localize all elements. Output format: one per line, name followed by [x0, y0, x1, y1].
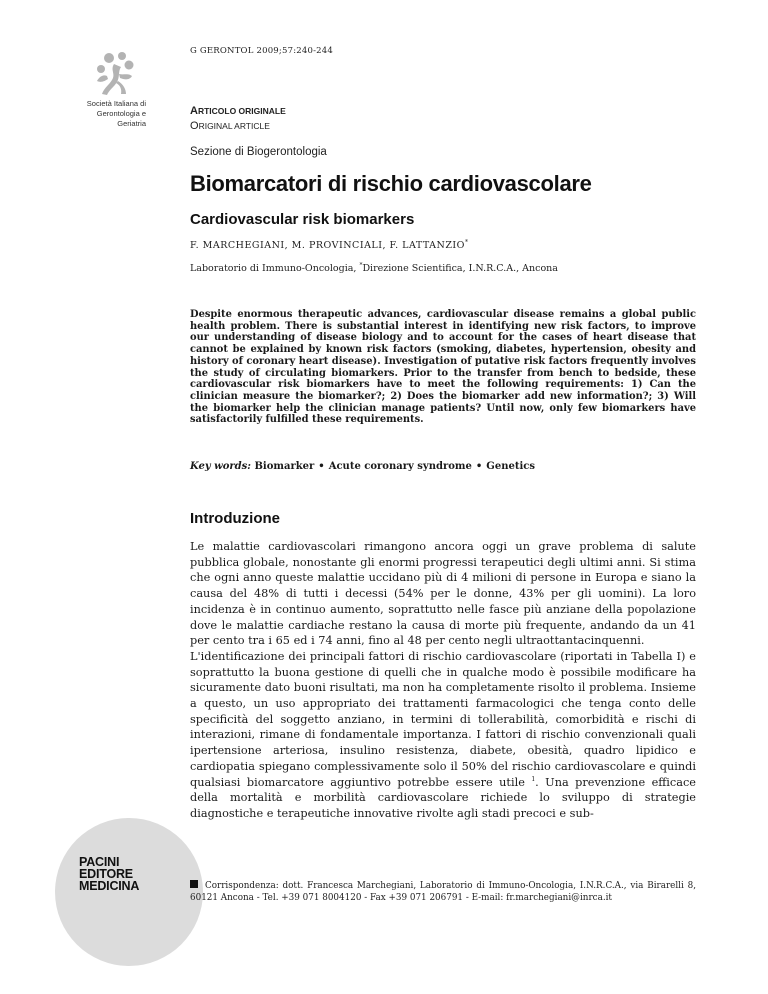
abstract: Despite enormous therapeutic advances, cardiovascular disease remains a global public health problem. There is substantial interest in identifying new risk factors, to improve our understanding of disease biology and to account for the cases of heart disease that cannot be explained by known risk factors (smoking, diabetes, hypertension, obesity and history of coronary heart disease). Investigation of putative risk factors frequently involves the study of circulating biomarkers. Prior to the transfer from bench to bedside, these cardiovascular risk biomarkers have to meet the following requirements: 1) Can the clinician measure the biomarker?; 2) Does the biomarker add new information?; 3) Will the biomarker help the clinician manage patients? Until now, only few biomarkers have satisfactorily fulfilled these requirements.: [190, 309, 696, 426]
article-type-italian: ARTICOLO ORIGINALE: [190, 105, 286, 117]
journal-reference: G GERONTOL 2009;57:240-244: [190, 46, 333, 56]
keyword: Acute coronary syndrome: [328, 461, 472, 472]
bullet-square-icon: [190, 880, 198, 888]
article-type-english: ORIGINAL ARTICLE: [190, 120, 270, 132]
keywords: [190, 461, 535, 472]
publisher-logo: PACINI EDITORE MEDICINA: [79, 855, 140, 893]
section-label: Sezione di Biogerontologia: [190, 146, 327, 158]
body-text: [190, 539, 696, 822]
society-logo-icon: [92, 50, 140, 98]
paper-subtitle: Cardiovascular risk biomarkers: [190, 211, 415, 228]
author-list: F. MARCHEGIANI, M. PROVINCIALI, F. LATTANZIO*: [190, 238, 469, 251]
paper-title: Biomarcatori di rischio cardiovascolare: [190, 171, 592, 196]
paragraph: Le malattie cardiovascolari rimangono ancora oggi un grave problema di salute pubblica globale, nonostante gli enormi progressi terapeutici degli ultimi anni. Si stima che ogni anno queste malattie uccidano più di 4 milioni di persone in Europa e siano la causa del 48% di tutti i decessi (54% per le donne, 43% per gli uomini). La loro incidenza è in continuo aumento, soprattutto nelle fasce più anziane della popolazione dove le malattie cardiache restano la causa di morte più frequente, andando da un 41 per cento tra i 65 ed i 74 anni, fino al 48 per cento negli ultraottantacinquenni.: [190, 540, 696, 648]
keyword-separator: •: [318, 461, 325, 472]
paragraph: L'identificazione dei principali fattori di rischio cardiovascolare (riportati in Tabella I) e soprattutto la buona gestione di quelli che in qualche modo è possibile modificare ha sicuramente dato buoni risultati, ma non ha completamente risolto il problema. Insieme a questo, un uso appropriato dei trattamenti farmacologici che tenga conto delle specificità del soggetto anziano, in termini di tollerabilità, comorbidità e rischi di interazioni, rimane di fondamentale importanza. I fattori di rischio convenzionali quali ipertensione arteriosa, insulino resistenza, diabete, obesità, quadro lipidico e cardiopatia spiegano complessivamente solo il 50% del rischio cardiovascolare e quindi qualsiasi biomarcatore aggiuntivo potrebbe essere utile $^1$. Una prevenzione efficace della mortalità e morbilità cardiovascolare richiede lo sviluppo di strategie diagnostiche e terapeutiche innovative rivolte agli stadi precoci e sub-: [190, 649, 696, 820]
keyword: Biomarker: [254, 461, 315, 472]
reference-marker: 1: [531, 775, 536, 783]
affiliation: Laboratorio di Immuno-Oncologia, *Direzione Scientifica, I.N.R.C.A., Ancona: [190, 261, 558, 274]
keywords-label: Key words:: [190, 461, 251, 472]
keyword: Genetics: [486, 461, 535, 472]
correspondence-footnote: Corrispondenza: dott. Francesca Marchegiani, Laboratorio di Immuno-Oncologia, I.N.R.C.A., via Birarelli 8, 60121 Ancona - Tel. +39 071 8004120 - Fax +39 071 206791 - E-mail: fr.marchegiani@inrca.it: [190, 881, 696, 903]
keyword-separator: •: [475, 461, 483, 472]
section-heading-introduzione: Introduzione: [190, 510, 280, 527]
society-name: Società Italiana di Gerontologia e Geriatria: [86, 99, 146, 128]
